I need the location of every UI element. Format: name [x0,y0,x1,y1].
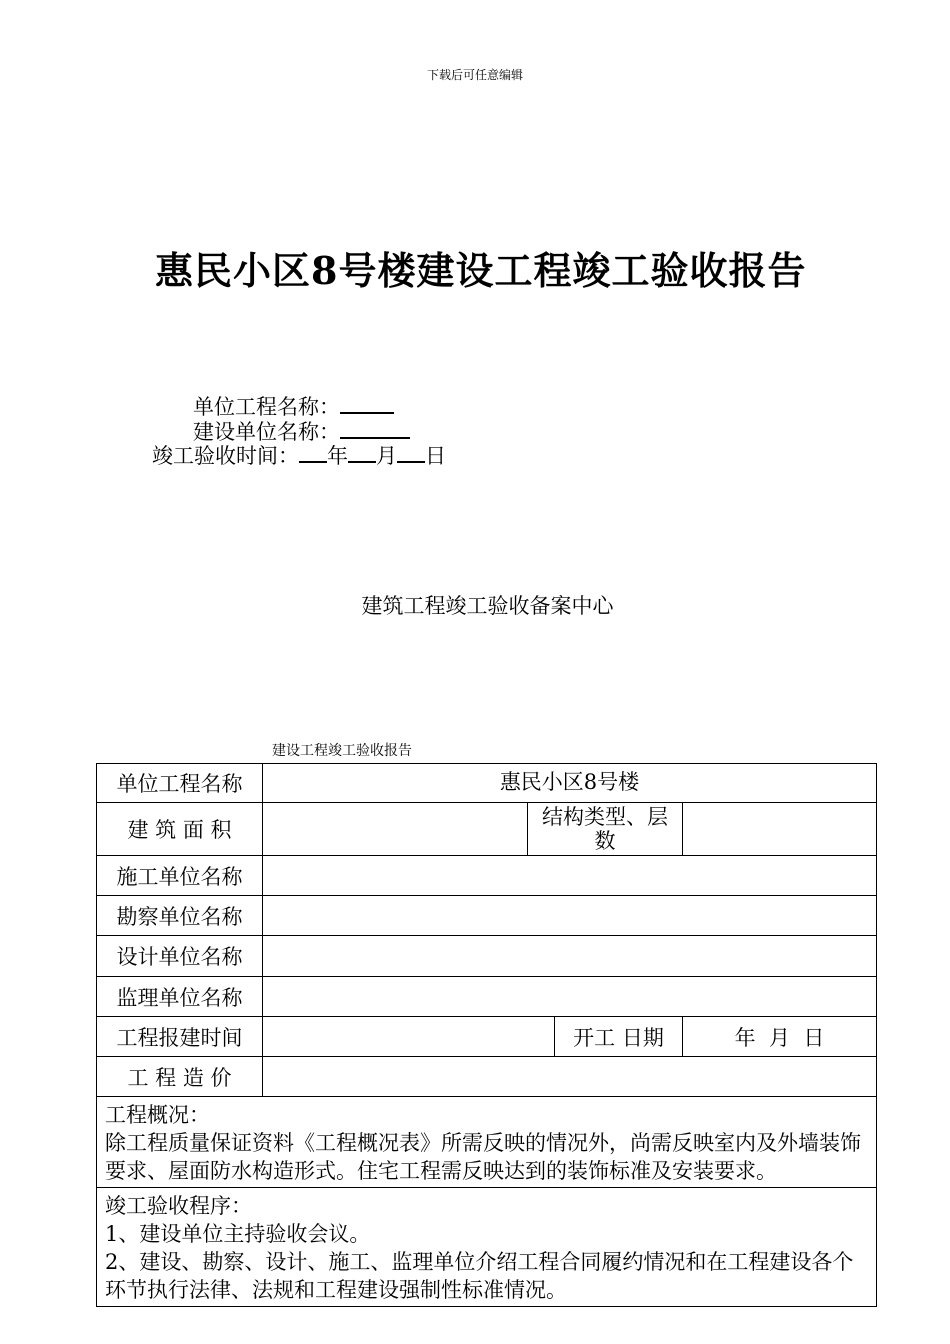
procedure-section [97,1188,877,1307]
acceptance-date-label: 竣工验收时间： [152,444,299,468]
row-construction-unit [97,856,877,896]
day-unit: 日 [425,444,446,468]
row-procedure [97,1188,877,1307]
overview-section [97,1097,877,1188]
project-cost-value [263,1057,877,1097]
start-date-value: 年 月 日 [683,1017,877,1057]
report-time-value [263,1017,555,1057]
project-cost-label: 工 程 造 价 [97,1057,263,1097]
row-building-area [97,803,877,856]
building-area-label: 建 筑 面 积 [97,803,263,856]
procedure-heading: 竣工验收程序： [105,1194,252,1218]
header-note: 下载后可任意编辑 [426,68,523,82]
structure-type-label: 结构类型、层数 [528,803,683,856]
builder-label: 建设单位名称： [193,420,340,444]
unit-project-name-label: 单位工程名称 [97,764,263,803]
row-report-time [97,1017,877,1057]
issuer-name: 建筑工程竣工验收备案中心 [361,594,614,618]
construction-unit-value [263,856,877,896]
survey-unit-value [263,896,877,936]
unit-project-blank [340,394,394,414]
overview-text: 除工程质量保证资料《工程概况表》所需反映的情况外，尚需反映室内及外墙装饰要求、屋面防水构造形式。住宅工程需反映达到的装饰标准及安装要求。 [105,1131,861,1183]
builder-blank [340,419,410,439]
row-supervision-unit [97,977,877,1017]
building-area-value [263,803,528,856]
year-unit: 年 [327,444,348,468]
design-unit-value [263,936,877,977]
report-time-label: 工程报建时间 [97,1017,263,1057]
procedure-item-2: 2、建设、勘察、设计、施工、监理单位介绍工程合同履约情况和在工程建设各个环节执行法律、法规和工程建设强制性标准情况。 [105,1250,854,1302]
page-title: 惠民小区8号楼建设工程竣工验收报告 [155,248,807,293]
year-blank [299,443,327,463]
acceptance-date-line [152,440,446,470]
supervision-unit-value [263,977,877,1017]
supervision-unit-label: 监理单位名称 [97,977,263,1017]
acceptance-form-table [96,763,877,1307]
unit-project-label: 单位工程名称： [193,395,340,419]
start-date-label: 开工 日期 [555,1017,683,1057]
design-unit-label: 设计单位名称 [97,936,263,977]
unit-project-name-value: 惠民小区8号楼 [263,764,877,803]
day-blank [397,443,425,463]
structure-type-value [683,803,877,856]
month-blank [348,443,376,463]
table-caption: 建设工程竣工验收报告 [272,743,412,759]
construction-unit-label: 施工单位名称 [97,856,263,896]
row-survey-unit [97,896,877,936]
row-project-cost [97,1057,877,1097]
row-overview [97,1097,877,1188]
survey-unit-label: 勘察单位名称 [97,896,263,936]
month-unit: 月 [376,444,397,468]
row-design-unit [97,936,877,977]
procedure-item-1: 1、建设单位主持验收会议。 [105,1222,371,1246]
row-unit-project [97,764,877,803]
overview-heading: 工程概况： [105,1103,210,1127]
